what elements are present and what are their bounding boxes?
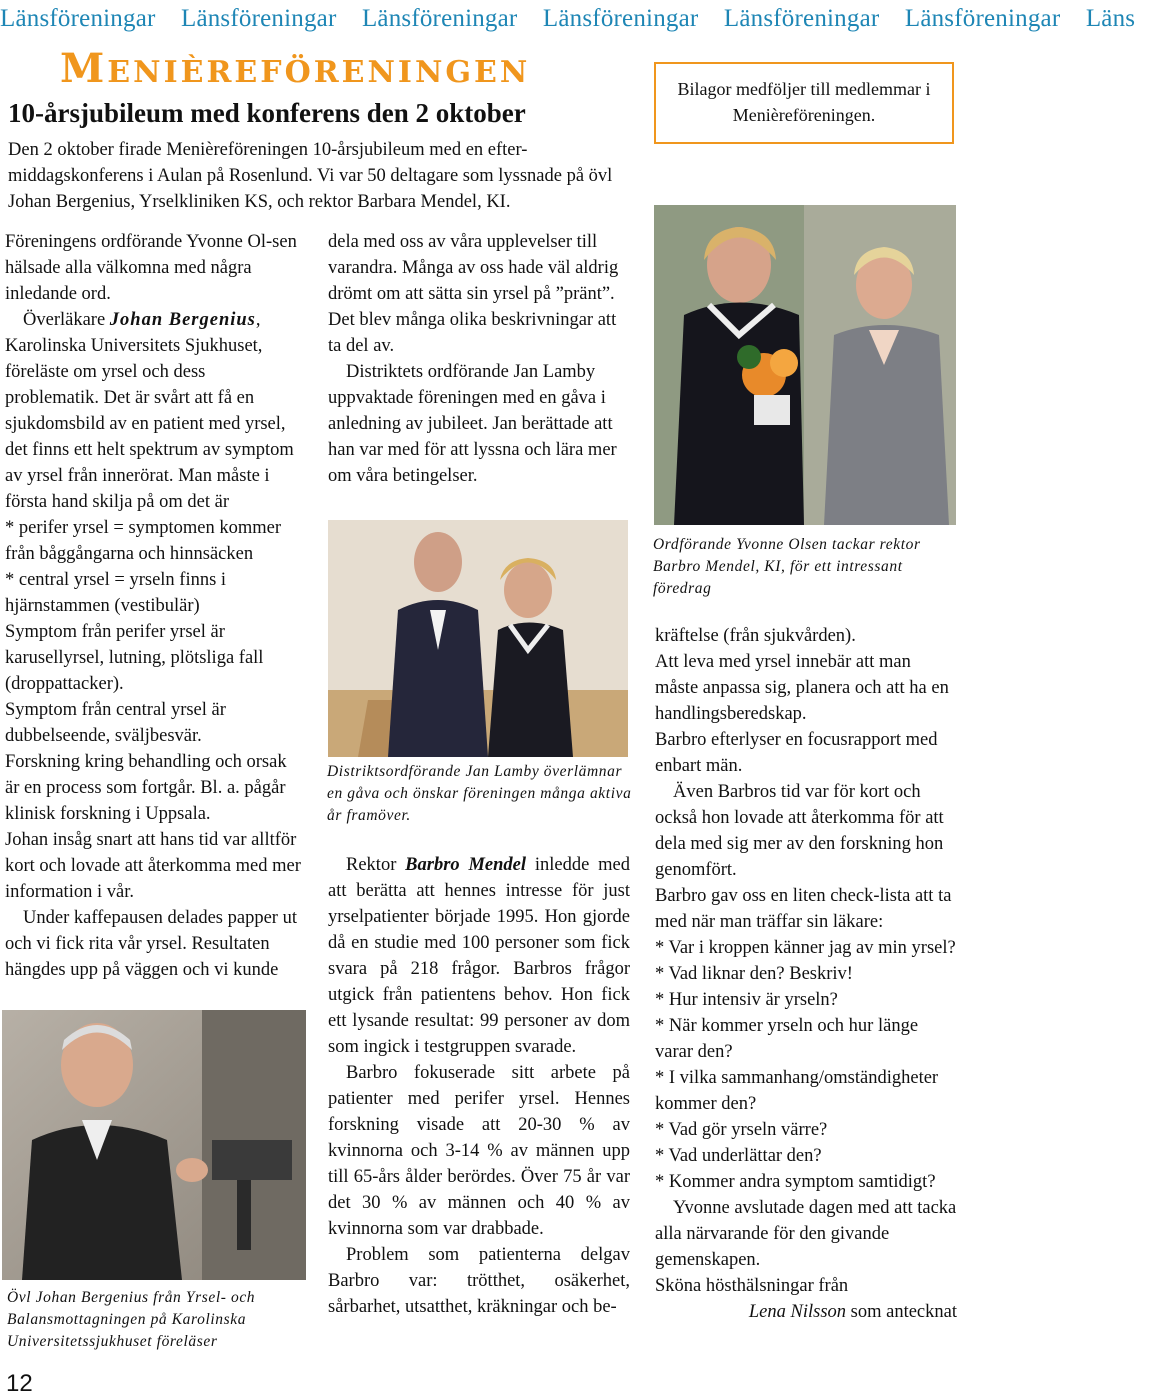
signature-name: Lena Nilsson <box>748 1302 847 1322</box>
header-band-item: Länsföreningar <box>361 5 518 32</box>
speaker-name: Barbro Mendel <box>405 855 527 875</box>
column-2-lower <box>328 852 630 1320</box>
paragraph: Symptom från central yrsel är dubbelseende, sväljbesvär. <box>5 700 226 746</box>
paragraph <box>328 852 630 1060</box>
photo-caption: Övl Johan Bergenius från Yrsel- och Balansmottagningen på Karolinska Universitetssjukhuset föreläser <box>7 1289 256 1350</box>
note-box: Bilagor medföljer till medlemmar i Menièreföreningen. <box>654 62 954 144</box>
checklist-item: * När kommer yrseln och hur länge varar den? <box>655 1016 919 1062</box>
paragraph: Sköna hösthälsningar från <box>655 1276 849 1296</box>
text: som antecknat <box>846 1302 957 1322</box>
paragraph: Barbro efterlyser en focusrapport med enbart män. <box>655 730 938 776</box>
paragraph: Symptom från perifer yrsel är karusellyrsel, lutning, plötsliga fall (droppattacker). <box>5 622 264 694</box>
paragraph: Under kaffepausen delades papper ut och vi fick rita vår yrsel. Resultaten hängdes upp på väggen och vi kunde <box>5 908 297 980</box>
paragraph: dela med oss av våra upplevelser till varandra. Många av oss hade väl aldrig drömt om att sätta sin yrsel på ”pränt”. Det blev många olika beskrivningar att ta del av. <box>328 232 619 356</box>
article-title: 10-årsjubileum med konferens den 2 oktober <box>8 98 526 128</box>
photo-gift <box>328 520 628 757</box>
paragraph: Föreningens ordförande Yvonne Ol-sen hälsade alla välkomna med några inledande ord. <box>5 232 297 304</box>
paragraph: Johan insåg snart att hans tid var alltför kort och lovade att återkomma med mer information i vår. <box>5 830 301 902</box>
checklist-item: * Kommer andra symptom samtidigt? <box>655 1172 936 1192</box>
paragraph: Forskning kring behandling och orsak är en process som fortgår. Bl. a. pågår klinisk forskning i Uppsala. <box>5 752 287 824</box>
paragraph: Barbro gav oss en liten check-lista att ta med när man träffar sin läkare: <box>655 886 952 932</box>
signature <box>655 1299 957 1325</box>
photo-caption: Distriktsordförande Jan Lamby överlämnar en gåva och önskar föreningen många aktiva år framöver. <box>327 763 632 824</box>
paragraph: Att leva med yrsel innebär att man måste anpassa sig, planera och att ha en handlingsberedskap. <box>655 652 949 724</box>
checklist-item: * Vad gör yrseln värre? <box>655 1120 828 1140</box>
photo-lecturer <box>2 1010 306 1280</box>
paragraph: * perifer yrsel = symptomen kommer från båggångarna och hinnsäcken <box>5 518 282 564</box>
header-band-item: Länsföreningar <box>542 5 699 32</box>
paragraph: Yvonne avslutade dagen med att tacka alla närvarande för den givande gemenskapen. <box>655 1198 957 1270</box>
speaker-name: Johan Bergenius <box>109 310 256 330</box>
column-3 <box>655 623 957 1325</box>
column-2 <box>328 229 630 489</box>
paragraph: kräftelse (från sjukvården). <box>655 626 856 646</box>
text: Rektor <box>346 855 406 875</box>
column-1 <box>5 229 303 983</box>
paragraph: Även Barbros tid var för kort och också hon lovade att återkomma för att dela med sig mer av den forskning hon genomfört. <box>655 782 944 880</box>
brand-rest: ENIÈREFÖRENINGEN <box>107 55 531 90</box>
text: , Karolinska Universitets Sjukhuset, föreläste om yrsel och dess problematik. Det är svårt att få en sjukdomsbild av en patient med yrsel, det finns ett helt spektrum av symptom av yrsel från innerörat. Man måste i första hand skilja på om det är <box>5 310 294 512</box>
text: Överläkare <box>23 310 110 330</box>
header-band-item: Läns <box>1085 5 1136 32</box>
paragraph: Barbro fokuserade sitt arbete på patienter med perifer yrsel. Hennes forskning visade att 20-30 % av kvinnorna och 3-14 % av männen upp till 65-års ålder berördes. Över 75 år var det 30 % av männen och 40 % av kvinnorna som var drabbade. <box>328 1063 630 1239</box>
paragraph: * central yrsel = yrseln finns i hjärnstammen (vestibulär) <box>5 570 227 616</box>
article-intro: Den 2 oktober firade Menièreföreningen 10-årsjubileum med en efter-middagskonferens i Aulan på Rosenlund. Vi var 50 deltagare som lyssnade på övl Johan Bergenius, Yrselkliniken KS, och rektor Barbara Mendel, KI. <box>8 140 613 212</box>
brand-initial: M <box>60 45 108 92</box>
header-band-item: Länsföreningar <box>0 5 156 32</box>
checklist-item: * I vilka sammanhang/omständigheter kommer den? <box>655 1068 939 1114</box>
checklist-item: * Var i kroppen känner jag av min yrsel? <box>655 938 956 958</box>
brand-title <box>60 44 530 98</box>
header-band-item: Länsföreningar <box>904 5 1061 32</box>
paragraph: Problem som patienterna delgav Barbro var: trötthet, osäkerhet, sårbarhet, utsatthet, kräkningar och be- <box>328 1245 630 1317</box>
header-band-item: Länsföreningar <box>723 5 880 32</box>
header-band <box>0 0 1136 44</box>
photo-thanks <box>654 205 956 525</box>
checklist-item: * Vad underlättar den? <box>655 1146 822 1166</box>
paragraph: Distriktets ordförande Jan Lamby uppvaktade föreningen med en gåva i anledning av jubileet. Jan berättade att han var med för att lyssna och lära mer om våra betingelser. <box>328 362 617 486</box>
checklist-item: * Vad liknar den? Beskriv! <box>655 964 853 984</box>
text: inledde med att berätta att hennes intresse för just yrselpatienter började 1995. Hon gjorde då en studie med 100 personer som fick svara på 218 frågor. Barbros frågor utgick från patientens behov. Hon fick ett lysande resultat: 99 personer av dom som ingick i testgruppen svarade. <box>328 855 630 1057</box>
paragraph <box>5 307 303 515</box>
photo-caption: Ordförande Yvonne Olsen tackar rektor Barbro Mendel, KI, för ett intressant föredrag <box>653 536 921 597</box>
header-band-item: Länsföreningar <box>180 5 337 32</box>
page-number: 12 <box>6 1370 33 1397</box>
checklist-item: * Hur intensiv är yrseln? <box>655 990 838 1010</box>
